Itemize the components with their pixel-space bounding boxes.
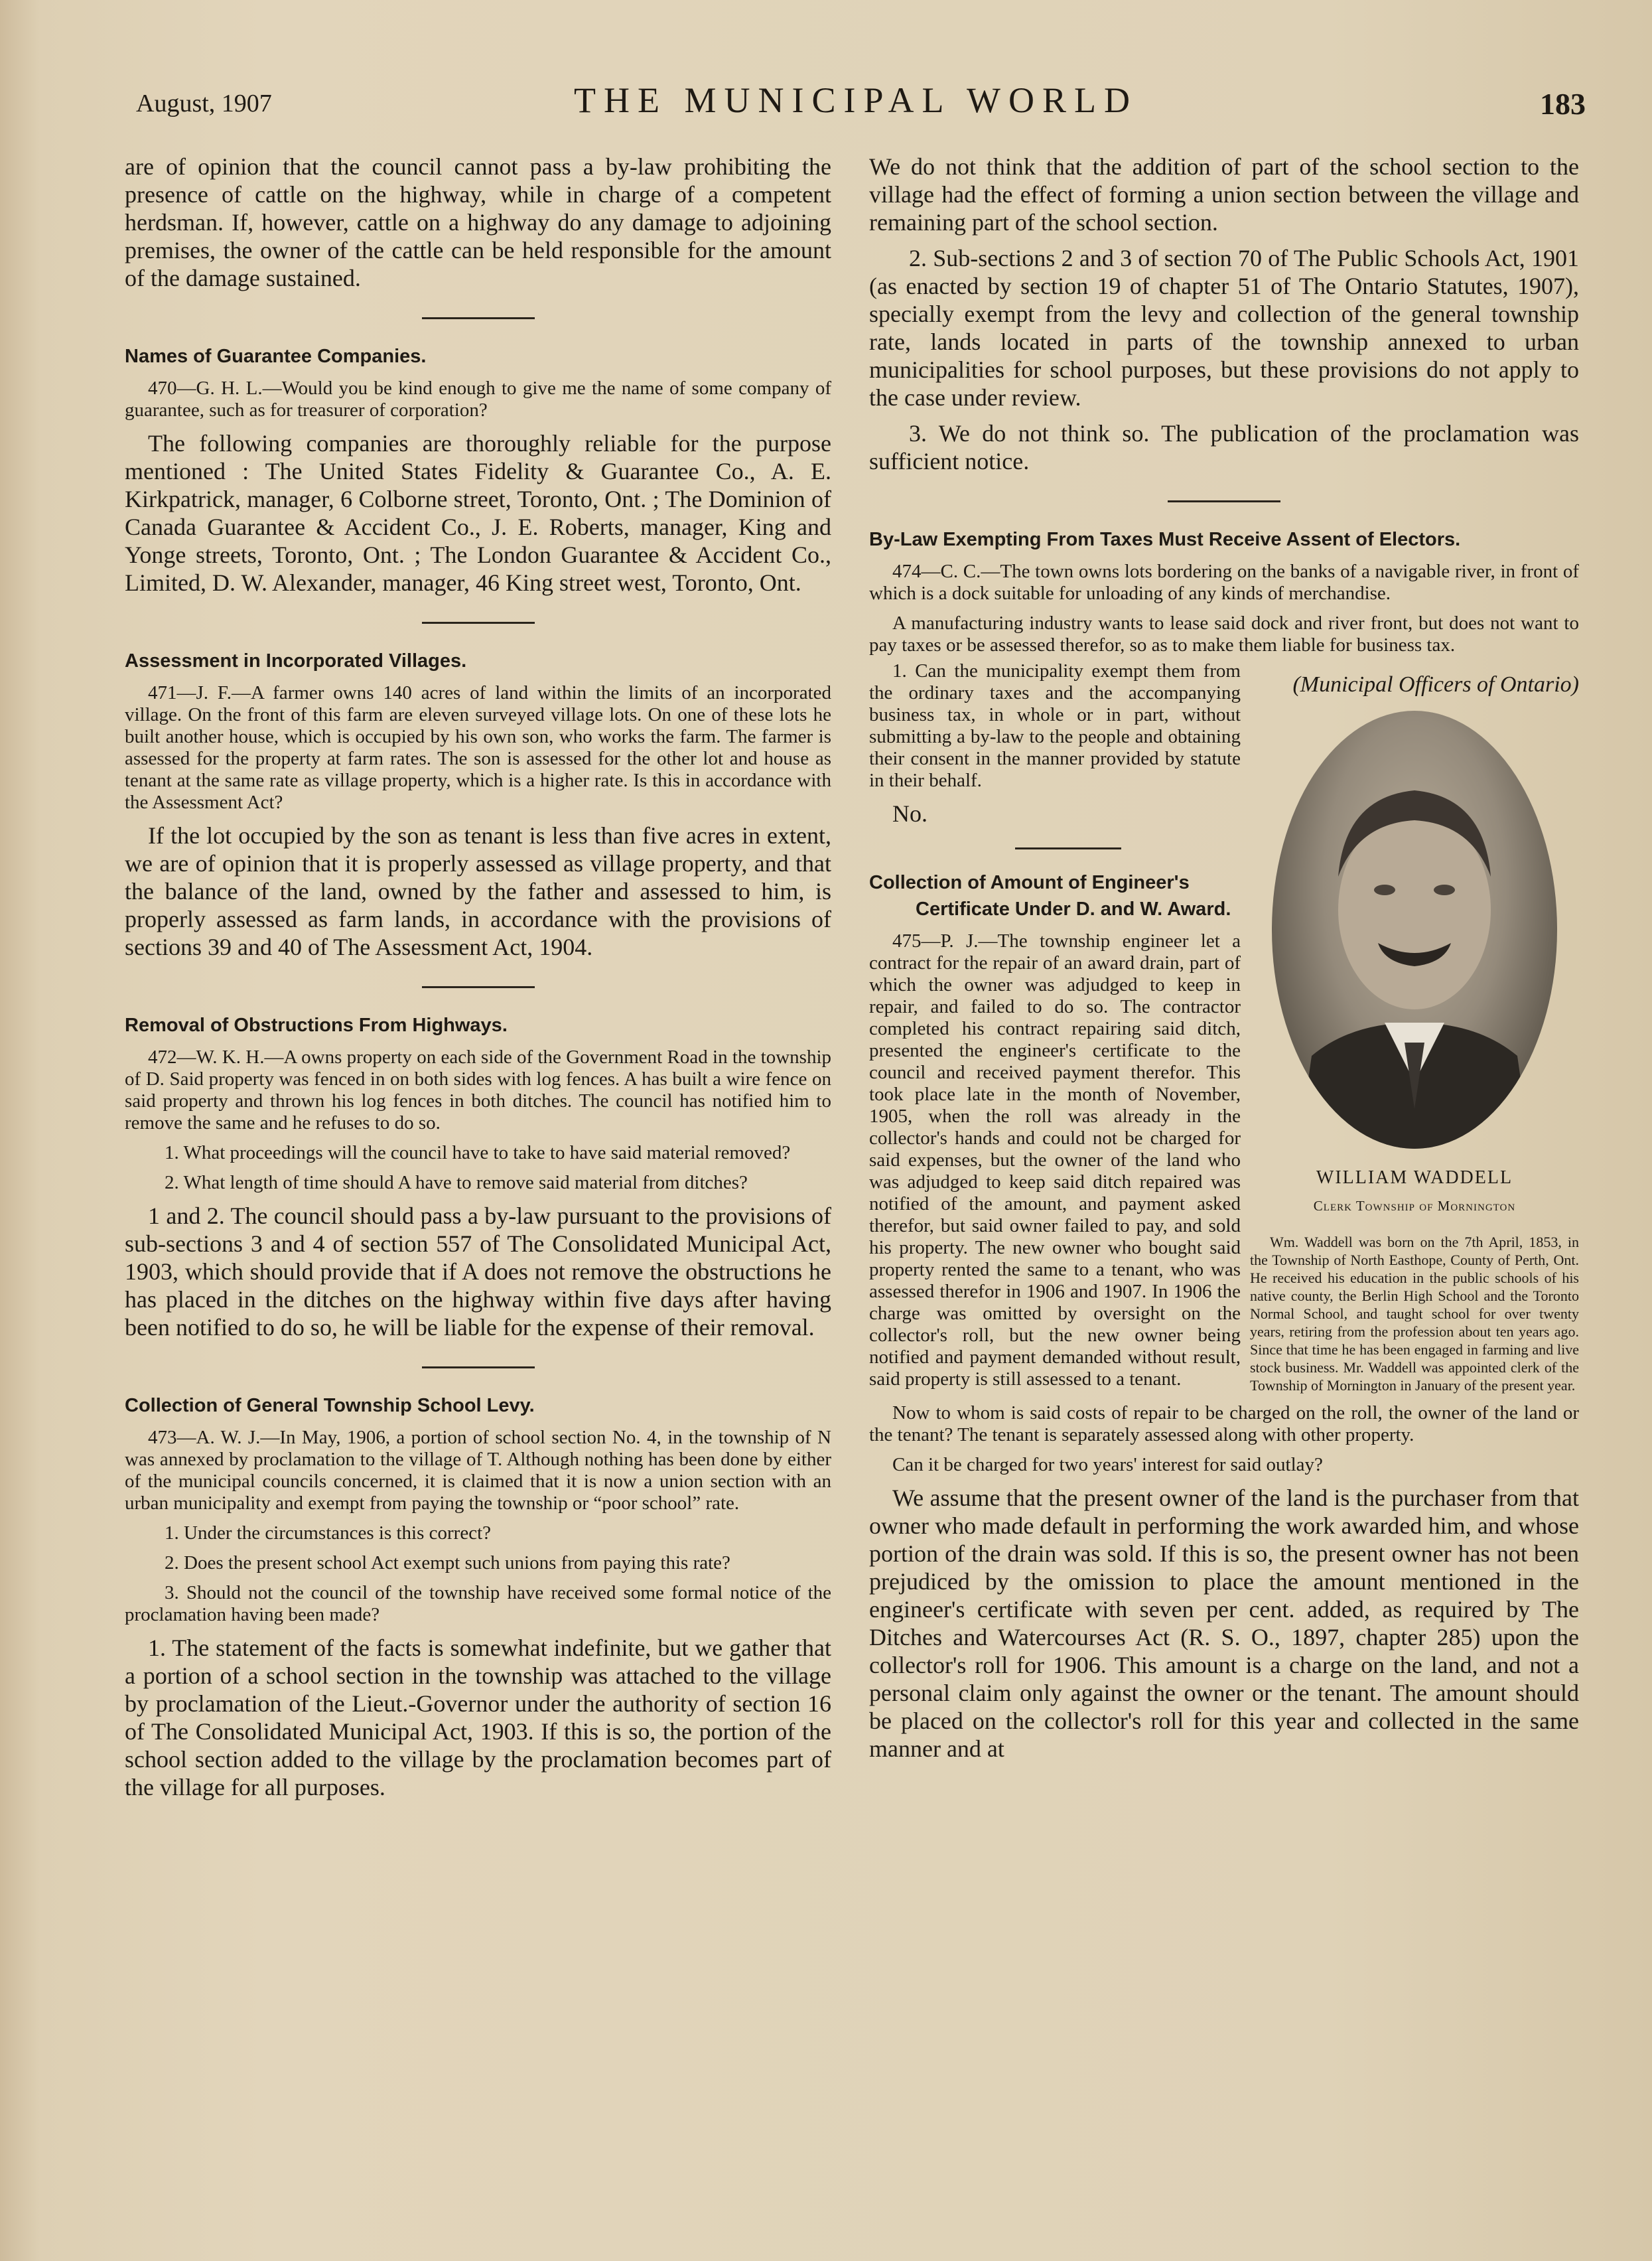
section-heading: By-Law Exempting From Taxes Must Receive Assent of Electors. (869, 529, 1461, 550)
portrait-photo (1272, 711, 1557, 1149)
question-item: 1. Can the municipality exempt them from the ordinary taxes and the accompanying business tax, in whole or in part, without submitting a by-law to the people and obtaining their consent in the manner provided by statute in their behalf. (869, 660, 1241, 791)
question: Can it be charged for two years' interest for said outlay? (892, 1454, 1323, 1475)
question-item: 1. Under the circumstances is this correct? (165, 1522, 492, 1544)
answer: 3. We do not think so. The publication of the proclamation was sufficient notice. (869, 420, 1579, 474)
section-heading: Collection of General Township School Levy. (125, 1395, 535, 1416)
question: 475—P. J.—The township engineer let a contract for the repair of an award drain, part of which the owner was adjudged to keep in repair, and failed to do so. The contractor completed his contract repairing said ditch, presented the engineer's certificate to the council and received payment therefor. This took place late in the month of November, 1905, when the roll was already in the collector's hands and could not be charged for said expenses, but the owner of the land who was adjudged to keep said ditch repaired was notified of the amount, and payment asked therefor, but said owner failed to pay, and sold his property. The new owner who bought said property rented the same to a tenant, who was assessed therefor in 1906 and 1907. In 1906 the charge was omitted by oversight on the collector's roll, but the new owner being notified and payment demanded without result, said property is still assessed to a tenant. (869, 930, 1241, 1390)
portrait-title: Clerk Township of Mornington (1313, 1198, 1516, 1214)
section-heading: Assessment in Incorporated Villages. (125, 650, 467, 672)
wrapped-text (869, 660, 1241, 1394)
portrait-bio: Wm. Waddell was born on the 7th April, 1853, in the Township of North Easthope, County of Perth, Ont. He received his education in the public schools of his native county, the Berlin High School and the Toronto Normal School, and taught school for over twenty years, retiring from the profession about ten years ago. Since that time he has been engaged in farming and live stock business. Mr. Waddell was appointed clerk of the Township of Mornington in January of the present year. (1250, 1234, 1579, 1394)
question: 472—W. K. H.—A owns property on each side of the Government Road in the township of D. Said property was fenced in on both sides with log fences. A has built a wire fence on said property and thrown his log fences in both ditches. The council has notified him to remove the same and he refuses to do so. (125, 1047, 831, 1133)
continued-answer: are of opinion that the council cannot pass a by-law prohibiting the presence of cattle on the highway, while in charge of a competent herdsman. If, however, cattle on a highway do any damage to adjoining premises, the owner of the cattle can be held responsible for the amount of the damage sustained. (125, 153, 831, 291)
question-item: 2. Does the present school Act exempt such unions from paying this rate? (165, 1552, 730, 1573)
question: 470—G. H. L.—Would you be kind enough to give me the name of some company of guarantee, such as for treasurer of corporation? (125, 378, 831, 421)
answer: 2. Sub-sections 2 and 3 of section 70 of The Public Schools Act, 1901 (as enacted by section 19 of chapter 51 of The Ontario Statutes, 1907), specially exempt from the levy and collection of the general township rate, lands located in parts of the township annexed to urban municipalities for school purposes, but these provisions do not apply to the case under review. (869, 245, 1579, 411)
question: Now to whom is said costs of repair to be charged on the roll, the owner of the land or the tenant? The tenant is separately assessed along with other property. (869, 1402, 1579, 1445)
page-header (126, 80, 1586, 139)
answer: 1 and 2. The council should pass a by-law pursuant to the provisions of sub-sections 3 and 4 of section 557 of The Consolidated Municipal Act, 1903, which should provide that if A does not remove the obstructions he has placed in the ditches on the highway within five days after having been notified to do so, he will be liable for the expense of their removal. (125, 1203, 831, 1341)
question: 473—A. W. J.—In May, 1906, a portion of school section No. 4, in the township of N was annexed by proclamation to the village of T. Although nothing has been done by either of the municipal councils concerned, it is claimed that it is now a union section with an urban municipality and exempt from paying the township or “poor school” rate. (125, 1427, 831, 1514)
page-number: 183 (1540, 87, 1586, 121)
answer: The following companies are thoroughly reliable for the purpose mentioned : The United States Fidelity & Guarantee Co., A. E. Kirkpatrick, manager, 6 Colborne street, Toronto, Ont. ; The Dominion of Canada Guarantee & Accident Co., J. E. Roberts, manager, King and Yonge streets, Toronto, Ont. ; The London Guarantee & Accident Co., Limited, D. W. Alexander, manager, 46 King street west, Toronto, Ont. (125, 430, 831, 596)
section-divider (422, 1366, 535, 1368)
portrait-name: WILLIAM WADDELL (1316, 1167, 1513, 1188)
section-divider (422, 986, 535, 988)
section-divider (422, 622, 535, 624)
portrait-illustration (1272, 711, 1557, 1149)
series-caption: (Municipal Officers of Ontario) (1292, 672, 1579, 697)
answer: 1. The statement of the facts is somewhat indefinite, but we gather that a portion of a school section in the township was attached to the village by proclamation of the Lieut.-Governor under the authority of section 16 of The Consolidated Municipal Act, 1903. If this is so, the portion of the school section added to the village by the proclamation becomes part of the village for all purposes. (125, 1635, 831, 1800)
question-item: 1. What proceedings will the council have to take to have said material removed? (165, 1142, 791, 1163)
portrait-block (1241, 660, 1579, 1394)
question-item: 3. Should not the council of the township have received some formal notice of the proclamation having been made? (125, 1582, 831, 1625)
continued-answer: We do not think that the addition of part of the school section to the village had the effect of forming a union section between the village and remaining part of the school section. (869, 153, 1579, 236)
left-column (125, 153, 831, 1801)
question: 471—J. F.—A farmer owns 140 acres of land within the limits of an incorporated village. On the front of this farm are eleven surveyed village lots. On one of these lots he built another house, which is occupied by his own son, who works the farm. The farmer is assessed for the property at farm rates. The son is assessed for the other lot and house as tenant at the same rate as village property, which is a higher rate. Is this in accordance with the Assessment Act? (125, 682, 831, 813)
section-divider (422, 317, 535, 319)
section-heading: Names of Guarantee Companies. (125, 346, 427, 367)
section-heading: Removal of Obstructions From Highways. (125, 1015, 508, 1036)
answer: If the lot occupied by the son as tenant is less than five acres in extent, we are of opinion that it is properly assessed as village property, and that the balance of the land, owned by the father and assessed to him, is properly assessed as farm lands, in accordance with the provisions of sections 39 and 40 of The Assessment Act, 1904. (125, 822, 831, 960)
portrait-row (869, 660, 1579, 1394)
section-divider (1015, 847, 1121, 849)
masthead: THE MUNICIPAL WORLD (573, 80, 1138, 120)
question-item: 2. What length of time should A have to remove said material from ditches? (165, 1172, 748, 1193)
question: 474—C. C.—The town owns lots bordering on the banks of a navigable river, in front of which is a dock suitable for unloading of any kinds of merchandise. (869, 561, 1579, 604)
right-column (869, 153, 1579, 1763)
issue-date: August, 1907 (136, 90, 272, 117)
question: A manufacturing industry wants to lease said dock and river front, but does not want to pay taxes or be assessed therefor, so as to make them liable for business tax. (869, 613, 1579, 656)
answer: No. (892, 800, 928, 827)
answer: We assume that the present owner of the land is the purchaser from that owner who made default in performing the work awarded him, and whose portion of the drain was sold. If this is so, the present owner has not been prejudiced by the omission to place the amount mentioned in the engineer's certificate with seven per cent. added, as required by The Ditches and Watercourses Act (R. S. O., 1897, chapter 285) upon the collector's roll for 1906. This amount is a charge on the land, and not a personal claim only against the owner or the tenant. The amount should be placed on the collector's roll for this year and collected in the same manner and at (869, 1485, 1579, 1762)
section-divider (1168, 500, 1280, 502)
section-heading: Collection of Amount of Engineer's Certificate Under D. and W. Award. (869, 872, 1231, 920)
